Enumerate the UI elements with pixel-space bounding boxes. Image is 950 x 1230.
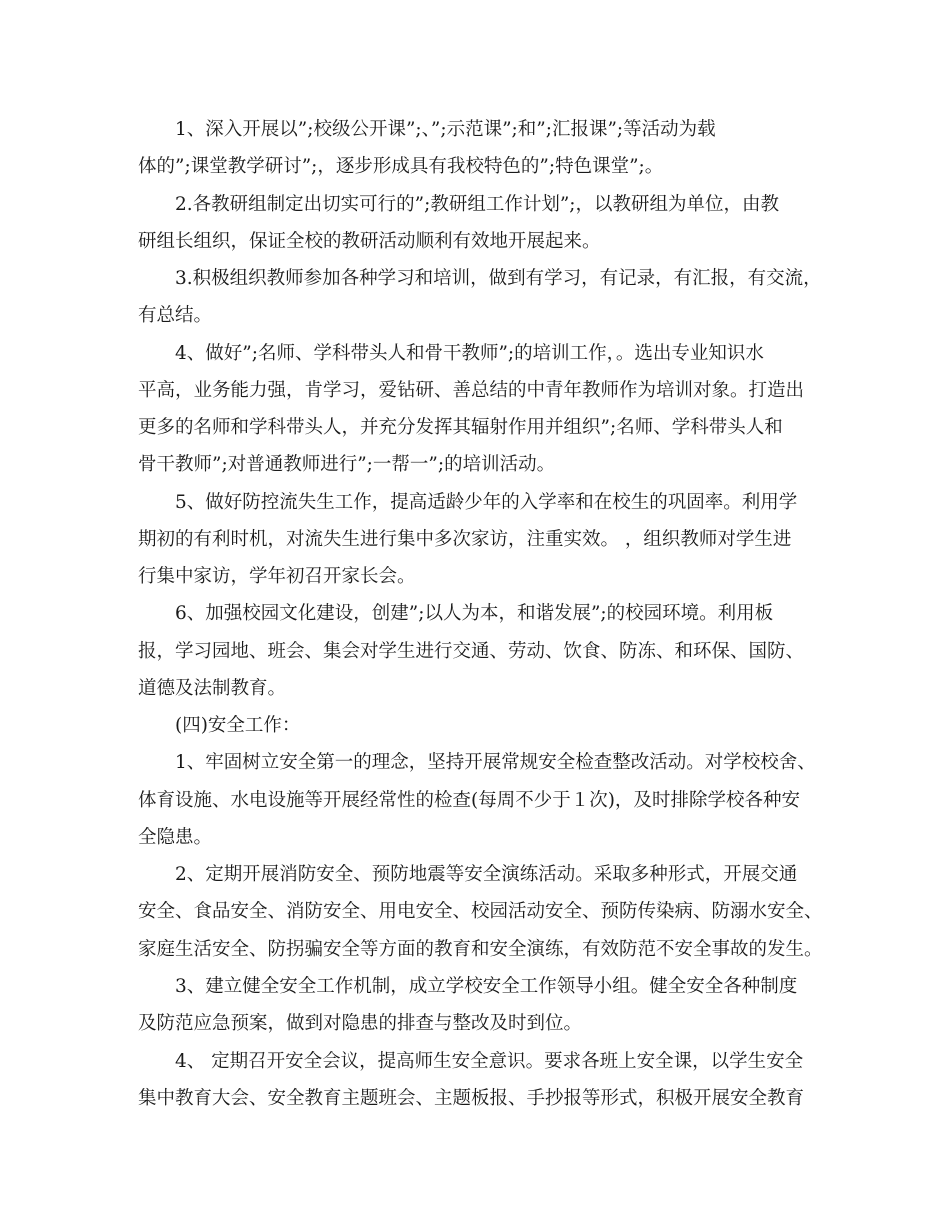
text-line: 行集中家访，学年初召开家长会。 — [138, 566, 416, 587]
text-line: 2、定期开展消防安全、预防地震等安全演练活动。采取多种形式，开展交通 — [175, 864, 798, 885]
text-line: 及防范应急预案，做到对隐患的排查与整改及时到位。 — [138, 1013, 583, 1034]
text-line: 全隐患。 — [138, 827, 213, 848]
text-line: 5、做好防控流失生工作，提高适龄少年的入学率和在校生的巩固率。利用学 — [175, 492, 798, 513]
text-line: 安全、食品安全、消防安全、用电安全、校园活动安全、预防传染病、防溺水安全、 — [138, 901, 823, 922]
text-line: 有总结。 — [138, 305, 213, 326]
text-line: 1、牢固树立安全第一的理念，坚持开展常规安全检查整改活动。对学校校舍、 — [175, 752, 816, 773]
section-heading: (四)安全工作： — [175, 715, 301, 736]
text-line: 期初的有利时机，对流失生进行集中多次家访，注重实效。 ，组织教师对学生进 — [138, 529, 792, 550]
text-line: 家庭生活安全、防拐骗安全等方面的教育和安全演练，有效防范不安全事故的发生。 — [138, 939, 823, 960]
text-line: 2.各教研组制定出切实可行的”;教研组工作计划”;，以教研组为单位，由教 — [175, 194, 780, 215]
text-line: 6、加强校园文化建设，创建”;以人为本，和谐发展”;的校园环境。利用板 — [175, 603, 774, 624]
text-line: 报，学习园地、班会、集会对学生进行交通、劳动、饮食、防冻、和环保、国防、 — [138, 641, 805, 662]
text-line: 平高，业务能力强，肯学习，爱钻研、善总结的中青年教师作为培训对象。打造出 — [138, 380, 805, 401]
text-line: 体育设施、水电设施等开展经常性的检查(每周不少于１次)，及时排除学校各种安 — [138, 790, 800, 811]
text-line: 集中教育大会、安全教育主题班会、主题板报、手抄报等形式，积极开展安全教育 — [138, 1088, 805, 1109]
text-line: 3.积极组织教师参加各种学习和培训，做到有学习，有记录，有汇报，有交流， — [175, 268, 822, 289]
text-line: 1、深入开展以”;校级公开课”;、”;示范课”;和”;汇报课”;等活动为载 — [175, 119, 716, 140]
text-line: 研组长组织，保证全校的教研活动顺利有效地开展起来。 — [138, 231, 601, 252]
text-line: 体的”;课堂教学研讨”;，逐步形成具有我校特色的”;特色课堂”;。 — [138, 156, 664, 177]
text-line: 道德及法制教育。 — [138, 678, 287, 699]
text-line: 4、做好”;名师、学科带头人和骨干教师”;的培训工作，。选出专业知识水 — [175, 343, 764, 364]
text-line: 更多的名师和学科带头人，并充分发挥其辐射作用并组织”;名师、学科带头人和 — [138, 417, 783, 438]
text-line: 骨干教师”;对普通教师进行”;一帮一”;的培训活动。 — [138, 454, 556, 475]
text-line: 3、建立健全安全工作机制，成立学校安全工作领导小组。健全安全各种制度 — [175, 976, 798, 997]
text-line: 4、 定期召开安全会议，提高师生安全意识。要求各班上安全课，以学生安全 — [175, 1051, 804, 1072]
